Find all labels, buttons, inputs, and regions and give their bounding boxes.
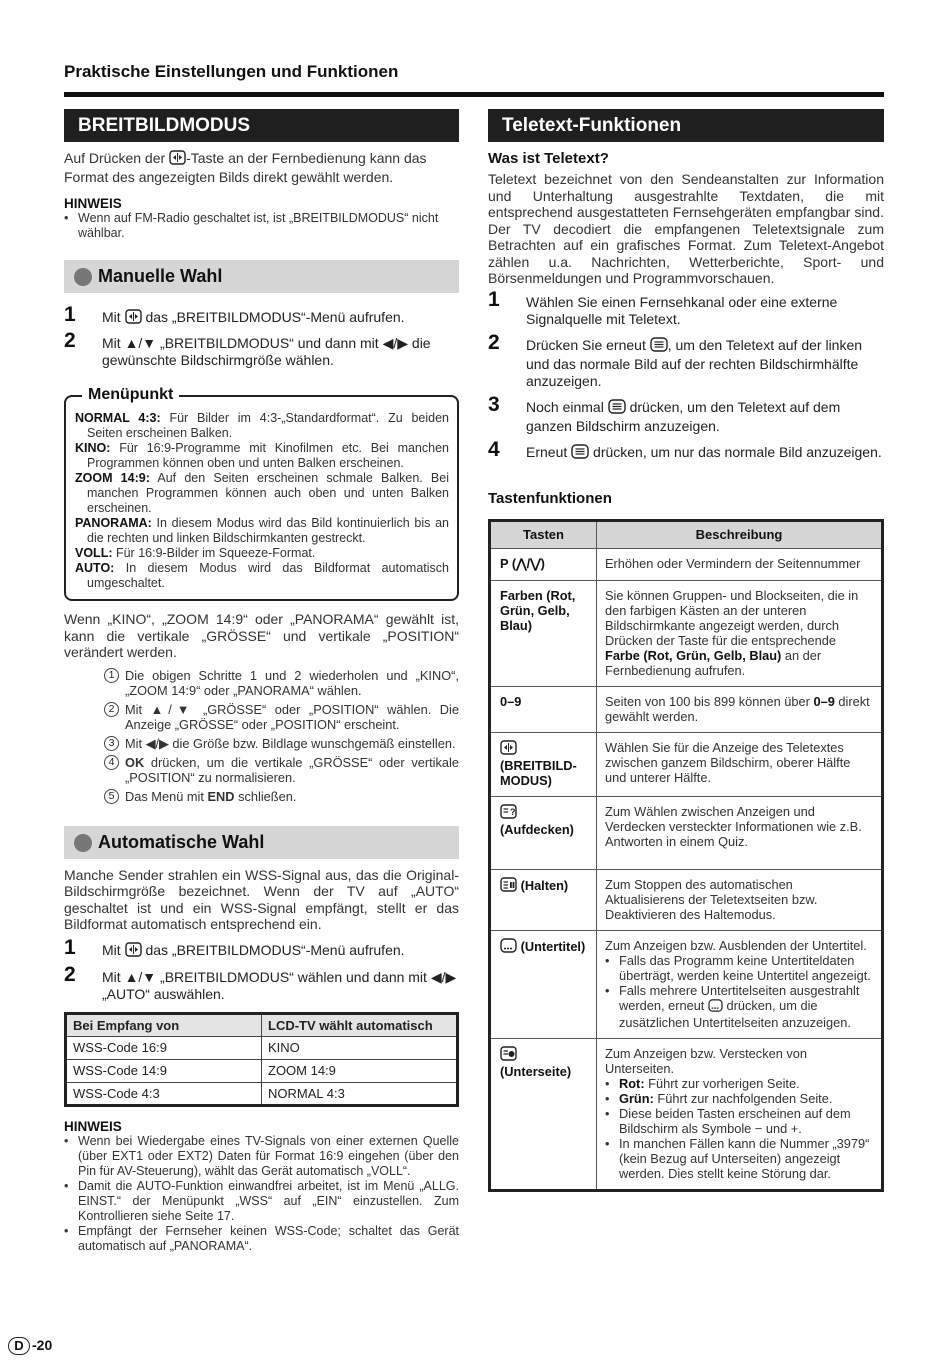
up-down-arrows: ▲/▼ xyxy=(124,335,157,351)
reveal-icon xyxy=(500,804,517,822)
sub-step: 2 Mit ▲/▼ „GRÖSSE“ oder „POSITION“ wählen. Die Anzeige „GRÖSSE“ oder „POSITION“ erscheint. xyxy=(64,702,459,732)
tastenfunktionen-heading: Tastenfunktionen xyxy=(488,489,612,507)
table-header: Tasten xyxy=(490,520,597,548)
menu-item: VOLL: Für 16:9-Bilder im Squeeze-Format. xyxy=(75,546,316,560)
breitbild-intro: Auf Drücken der -Taste an der Fernbedienung kann das Format des angezeigten Bilds direkt gewählt werden. xyxy=(64,150,427,185)
hinweis-label: HINWEIS xyxy=(64,196,122,211)
kino-paragraph: Wenn „KINO“, „ZOOM 14:9“ oder „PANORAMA“ gewählt ist, kann die vertikale „GRÖSSE“ und vertikale „POSITION“ verändert werden. xyxy=(64,611,459,660)
section-title: Praktische Einstellungen und Funktionen xyxy=(64,62,399,81)
menupunkt-legend: Menüpunkt xyxy=(82,386,179,404)
menu-item: KINO: Für 16:9-Programme mit Kinofilmen etc. Bei manchen Programmen können oben und unten Balken erscheinen. xyxy=(75,441,449,470)
subtitle-icon xyxy=(500,938,517,956)
widescreen-icon xyxy=(500,740,517,758)
table-row: (BREITBILD-MODUS) Wählen Sie für die Anzeige des Teletextes zwischen ganzem Bildschirm, oberer Hälfte und unterer Hälfte. xyxy=(490,732,883,796)
menu-item: AUTO: In diesem Modus wird das Bildformat automatisch umgeschaltet. xyxy=(75,561,449,590)
hinweis2-label: HINWEIS xyxy=(64,1118,122,1134)
sub-step: 5 Das Menü mit END schließen. xyxy=(64,789,459,804)
menu-item: ZOOM 14:9: Auf den Seiten erscheinen schmale Balken. Bei manchen Programmen können auch oben und unten Balken erscheinen. xyxy=(75,471,450,515)
teletext-step-1: 1 Wählen Sie einen Fernsehkanal oder eine externe Signalquelle mit Teletext. xyxy=(488,287,838,327)
hinweis-note: • Wenn auf FM-Radio geschaltet ist, ist „BREITBILDMODUS“ nicht wählbar. xyxy=(64,211,459,241)
bullet-dot-icon xyxy=(74,834,92,852)
sub-step: 1 Die obigen Schritte 1 und 2 wiederholen und „KINO“, „ZOOM 14:9“ oder „PANORAMA“ wählen. xyxy=(64,668,459,698)
widescreen-icon xyxy=(125,942,142,961)
table-row: (Untertitel) Zum Anzeigen bzw. Ausblenden der Untertitel. • Falls das Programm keine Untertiteldaten überträgt, werden keine Untertitel angezeigt. • Falls mehrere Untertitelseiten ausgestrahlt werden, erneut drücken, um die zusätzlichen Untertitelseiten anzuzeigen. xyxy=(490,930,883,1038)
table-row: WSS-Code 4:3 NORMAL 4:3 xyxy=(66,1082,458,1105)
table-header: Bei Empfang von xyxy=(66,1013,262,1036)
manuell-step-2: 2 Mit ▲/▼ „BREITBILDMODUS“ und dann mit ◀/▶ die gewünschte Bildschirmgröße wählen. xyxy=(64,329,431,368)
widescreen-icon xyxy=(125,309,142,328)
table-row: P (⋀/⋁) Erhöhen oder Vermindern der Seitennummer xyxy=(490,548,883,580)
widescreen-icon xyxy=(169,150,186,169)
breitbild-heading: BREITBILDMODUS xyxy=(64,109,459,142)
table-row: WSS-Code 14:9 ZOOM 14:9 xyxy=(66,1059,458,1082)
hinweis2-note: • Damit die AUTO-Funktion einwandfrei arbeitet, ist im Menü „ALLG. EINST.“ der Menüpunkt „WSS“ auf „EIN“ einzustellen. Zum Kontrollieren siehe Seite 17. xyxy=(64,1179,459,1224)
subtitle-icon xyxy=(708,999,723,1015)
table-row: 0–9 Seiten von 100 bis 899 können über 0–9 direkt gewählt werden. xyxy=(490,686,883,732)
teletext-step-2: 2 Drücken Sie erneut , um den Teletext auf der linken und das normale Bild auf der rechten Bildschirmhälfte anzuzeigen. xyxy=(488,330,863,389)
menupunkt-box xyxy=(64,386,459,601)
table-header: Beschreibung xyxy=(597,520,883,548)
hold-icon xyxy=(500,877,517,895)
auto-step-1: 1 Mit das „BREITBILDMODUS“-Menü aufrufen. xyxy=(64,935,405,959)
teletext-heading: Teletext-Funktionen xyxy=(488,109,884,142)
teletext-step-3: 3 Noch einmal drücken, um den Teletext auf dem ganzen Bildschirm anzuzeigen. xyxy=(488,392,841,434)
was-ist-teletext-text: Teletext bezeichnet von den Sendeanstalten zur Information und Unterhaltung ausgestrahlte Textdaten, die mit entsprechend ausgestatteten Fernsehgeräten empfangbar sind. Der TV decodiert die empfangenen Teletextsignale zum Betrachten auf ein grafisches Format. Zum Teletext-Angebot zählen u.a. Nachrichten, Wetterberichte, Sport- und Börsenmeldungen und Programmvorschauen. xyxy=(488,171,884,286)
teletext-icon xyxy=(650,337,668,356)
sub-step: 3 Mit ◀/▶ die Größe bzw. Bildlage wunschgemäß einstellen. xyxy=(64,736,459,751)
subpage-icon xyxy=(500,1046,517,1064)
menu-item: PANORAMA: In diesem Modus wird das Bild kontinuierlich bis an die rechten und linken Bildschirmkanten gestreckt. xyxy=(75,516,449,545)
svg-text:?: ? xyxy=(510,806,516,817)
table-header: LCD-TV wählt automatisch xyxy=(262,1013,458,1036)
manuelle-wahl-heading: Manuelle Wahl xyxy=(64,260,459,293)
table-row: (Unterseite) Zum Anzeigen bzw. Verstecken von Unterseiten. • Rot: Führt zur vorherigen Seite. • Grün: Führt zur nachfolgenden Seite. • Diese beiden Tasten erscheinen auf dem Bildschirm als Symbole − und +. • In manchen Fällen kann die Nummer „3979“ (kein Bezug auf Unterseiten) angezeigt werden. Dies stellt keine Störung dar. xyxy=(490,1038,883,1190)
language-badge: D xyxy=(8,1337,30,1355)
left-right-arrows: ◀/▶ xyxy=(382,335,409,351)
table-row: (Halten) Zum Stoppen des automatischen Aktualisierens der Teletextseiten bzw. Deaktivieren des Haltemodus. xyxy=(490,869,883,930)
top-rule xyxy=(64,92,884,97)
tastenfunktionen-table xyxy=(488,519,884,1192)
bullet-dot-icon xyxy=(74,268,92,286)
menu-item: NORMAL 4:3: Für Bilder im 4:3-„Standardformat“. Zu beiden Seiten erscheinen Balken. xyxy=(75,411,449,440)
auto-paragraph: Manche Sender strahlen ein WSS-Signal aus, das die Original-Bildschirmgröße bezeichnet. Wenn der TV auf „AUTO“ geschaltet ist und ein WSS-Signal empfängt, stellt er das Bildformat automatisch entsprechend ein. xyxy=(64,866,459,932)
table-row: Farben (Rot, Grün, Gelb, Blau) Sie können Gruppen- und Blockseiten, die in den farbigen Kästen an der unteren Bildschirmkante angezeigt werden, durch Drücken der Taste für die entsprechende Farbe (Rot, Grün, Gelb, Blau) an der Fernbedienung aufrufen. xyxy=(490,580,883,686)
table-header-row xyxy=(66,1013,458,1036)
teletext-step-4: 4 Erneut drücken, um nur das normale Bild anzuzeigen. xyxy=(488,437,882,461)
hinweis2-note: • Wenn bei Wiedergabe eines TV-Signals von einer externen Quelle (über EXT1 oder EXT2) Daten für Format 16:9 eingehen (über den Pin für AV-Steuerung), wählt das Gerät automatisch „VOLL“. xyxy=(64,1134,459,1179)
table-row: WSS-Code 16:9 KINO xyxy=(66,1036,458,1059)
table-row: ? (Aufdecken) Zum Wählen zwischen Anzeigen und Verdecken versteckter Informationen wie z.B. Antworten in einem Quiz. xyxy=(490,796,883,869)
right-column xyxy=(488,109,884,1192)
page-footer xyxy=(8,1337,52,1355)
automatische-wahl-heading: Automatische Wahl xyxy=(64,826,459,859)
page-number: -20 xyxy=(32,1337,53,1353)
was-ist-teletext-heading: Was ist Teletext? xyxy=(488,150,609,167)
manuell-step-1: 1 Mit das „BREITBILDMODUS“-Menü aufrufen. xyxy=(64,303,405,326)
teletext-icon xyxy=(608,399,626,418)
left-column xyxy=(64,109,459,1254)
teletext-icon xyxy=(571,444,589,463)
hinweis2-note: • Empfängt der Fernseher keinen WSS-Code; schaltet das Gerät automatisch auf „PANORAMA“. xyxy=(64,1224,459,1254)
sub-steps xyxy=(64,668,459,804)
wss-table xyxy=(64,1012,459,1107)
auto-step-2: 2 Mit ▲/▼ „BREITBILDMODUS“ wählen und dann mit ◀/▶ „AUTO“ auswählen. xyxy=(64,962,457,1002)
table-header-row xyxy=(490,520,883,548)
sub-step: 4 OK drücken, um die vertikale „GRÖSSE“ oder vertikale „POSITION“ zu normalisieren. xyxy=(64,755,459,785)
